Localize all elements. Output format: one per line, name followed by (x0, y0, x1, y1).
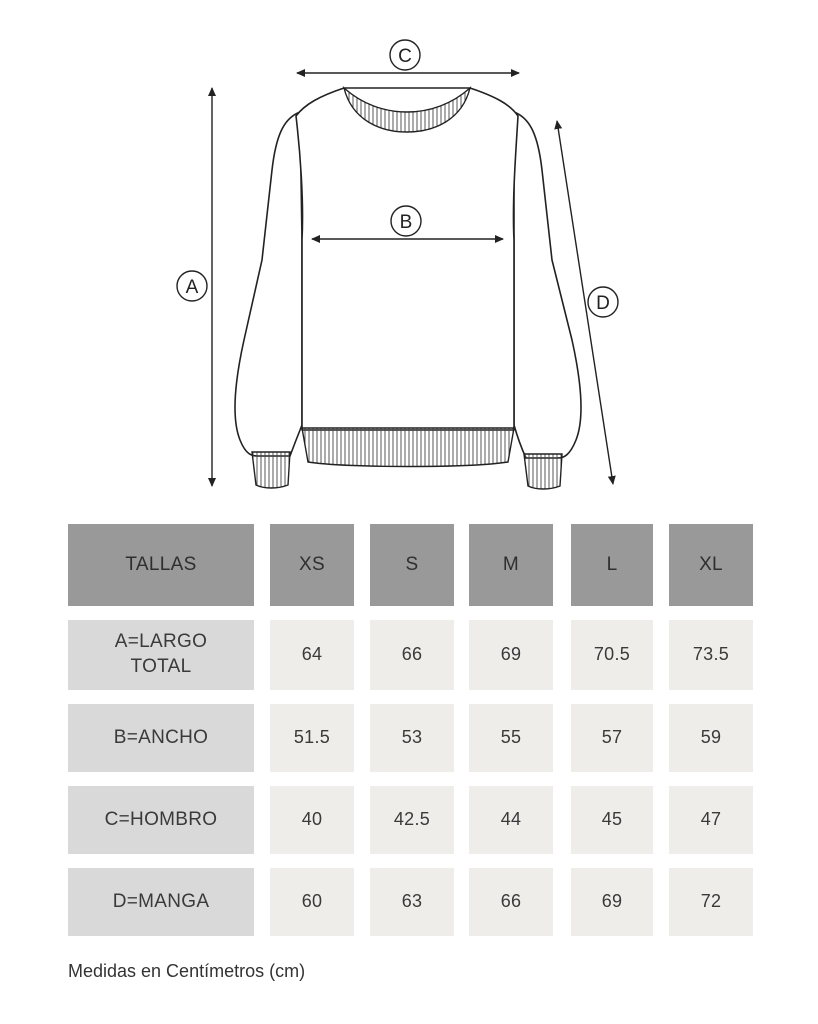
value-cell: 45 (571, 786, 653, 854)
row-label-hombro: C=HOMBRO (68, 786, 254, 854)
header-xs: XS (270, 524, 354, 606)
label-b (391, 206, 421, 236)
value-cell: 42.5 (370, 786, 454, 854)
hem-band (302, 428, 514, 467)
header-s: S (370, 524, 454, 606)
value-cell: 69 (571, 868, 653, 936)
value-cell: 64 (270, 620, 354, 690)
value-cell: 47 (669, 786, 753, 854)
sweater-outline (235, 88, 581, 458)
svg-text:C: C (398, 46, 412, 67)
value-cell: 72 (669, 868, 753, 936)
value-cell: 40 (270, 786, 354, 854)
label-a (177, 271, 207, 301)
label-d (588, 287, 618, 317)
value-cell: 63 (370, 868, 454, 936)
value-cell: 60 (270, 868, 354, 936)
row-label-manga: D=MANGA (68, 868, 254, 936)
svg-text:A: A (185, 277, 199, 298)
row-label-largo-total: A=LARGO TOTAL (68, 620, 254, 690)
value-cell: 51.5 (270, 704, 354, 772)
header-m: M (469, 524, 553, 606)
value-cell: 59 (669, 704, 753, 772)
value-cell: 44 (469, 786, 553, 854)
header-xl: XL (669, 524, 753, 606)
value-cell: 66 (469, 868, 553, 936)
svg-text:D: D (596, 293, 610, 314)
row-label-ancho: B=ANCHO (68, 704, 254, 772)
value-cell: 69 (469, 620, 553, 690)
value-cell: 73.5 (669, 620, 753, 690)
value-cell: 55 (469, 704, 553, 772)
label-c (390, 40, 420, 70)
value-cell: 66 (370, 620, 454, 690)
header-tallas: TALLAS (68, 524, 254, 606)
header-l: L (571, 524, 653, 606)
value-cell: 70.5 (571, 620, 653, 690)
value-cell: 57 (571, 704, 653, 772)
units-footnote: Medidas en Centímetros (cm) (68, 961, 306, 981)
sweater-measurement-diagram (0, 0, 818, 510)
value-cell: 53 (370, 704, 454, 772)
svg-text:B: B (399, 212, 413, 233)
